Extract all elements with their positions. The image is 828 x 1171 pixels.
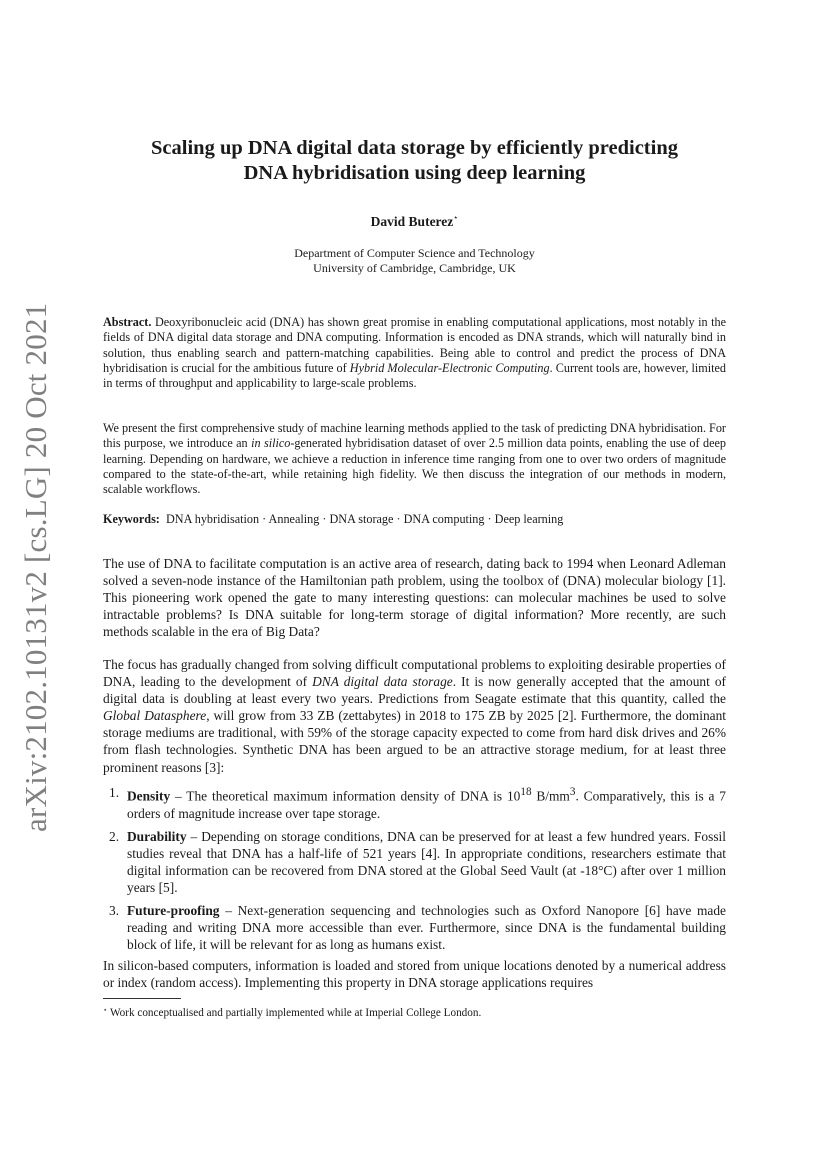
arxiv-identifier: arXiv:2102.10131v2 [cs.LG] 20 Oct 2021 (18, 302, 53, 832)
list-text: – The theoretical maximum information density of DNA is 10 (170, 788, 521, 804)
list-term: Density (127, 788, 171, 804)
footnote-rule (103, 998, 181, 999)
body-paragraph-2 (103, 656, 726, 776)
body-paragraph-1: The use of DNA to facilitate computation is an active area of research, dating back to 1994 when Leonard Adleman solved a seven-node instance of the Hamiltonian path problem, using the toolbox of (DNA) molecular biology [1]. This pioneering work opened the gate to many interesting questions: can molecular machines be used to solve intractable problems? Is DNA suitable for long-term storage of digital information? More recently, are such methods scalable in the era of Big Data? (103, 556, 726, 640)
reasons-list (103, 784, 726, 953)
abstract-paragraph-1 (103, 315, 726, 391)
abstract-paragraph-2 (103, 421, 726, 497)
body-text: The focus has gradually changed from solving difficult computational problems to exploiting desirable properties of DNA, leading to the development of (103, 657, 726, 690)
keywords-text: DNA hybridisation · Annealing · DNA storage · DNA computing · Deep learning (165, 512, 564, 526)
list-item (103, 784, 726, 822)
list-number: 1. (109, 785, 120, 800)
abstract-text: . Current tools are, however, limited in terms of throughput and applicability to large-scale problems. (103, 360, 727, 391)
body-emphasis: DNA digital data storage (312, 674, 453, 690)
abstract-text: We present the first comprehensive study of machine learning methods applied to the task of predicting DNA hybridisation. For this purpose, we introduce an (103, 421, 726, 451)
footnote-text: Work conceptualised and partially implemented while at Imperial College London. (107, 1007, 482, 1019)
keywords (103, 512, 726, 527)
abstract-text: -generated hybridisation dataset of over 2.5 million data points, enabling the use of deep learning. Depending on hardware, we achieve a reduction in inference time ranging from one to over two orders of magnitude compared to the state-of-the-art, while retaining high fidelity. We then discuss the integration of our methods in modern, scalable workflows. (103, 436, 727, 497)
list-number: 2. (109, 828, 120, 844)
paper-title (103, 136, 726, 186)
abstract-text: Deoxyribonucleic acid (DNA) has shown great promise in enabling computational applications, most notably in the fields of DNA digital data storage and DNA computing. Information is encoded as DNA strands, which will naturally bind in solution, thus enabling search and pattern-matching capabilities. Being able to control and predict the process of DNA hybridisation is crucial for the ambitious future of (103, 315, 727, 375)
exponent: 18 (520, 786, 532, 798)
title-line-2: DNA hybridisation using deep learning (243, 162, 586, 184)
footnote-mark: ⋆ (103, 1006, 108, 1014)
list-text: B/mm (531, 788, 570, 804)
author-name: David Buterez (370, 214, 454, 229)
list-item (103, 828, 726, 896)
affiliation (103, 246, 726, 276)
abstract-emphasis: in silico (251, 436, 291, 451)
list-text: – Next-generation sequencing and technologies such as Oxford Nanopore [6] have made reading and writing DNA more accessible than ever. Furthermore, since DNA is the fundamental building block of life, it will be relevant for as long as humans exist. (127, 903, 726, 953)
affiliation-line-2: University of Cambridge, Cambridge, UK (313, 261, 516, 275)
list-text: . Comparatively, this is a 7 orders of magnitude increase over tape storage. (127, 788, 726, 821)
abstract-label: Abstract. (103, 315, 152, 329)
list-item (103, 902, 726, 953)
author (103, 213, 726, 230)
title-line-1: Scaling up DNA digital data storage by efficiently predicting (151, 137, 678, 159)
body-emphasis: Global Datasphere (103, 708, 207, 724)
exponent: 3 (569, 786, 576, 798)
list-number: 3. (109, 903, 120, 919)
body-text: . It is now generally accepted that the amount of digital data is doubling at least every two years. Predictions from Seagate estimate that this quantity, called the (103, 674, 726, 707)
list-text: – Depending on storage conditions, DNA can be preserved for at least a few hundred years. Fossil studies reveal that DNA has a half-life of 521 years [4]. In appropriate conditions, researchers estimate that digital information can be recovered from DNA stored at the Global Seed Vault (at -18°C) after over 1 million years [5]. (127, 828, 726, 895)
keywords-label: Keywords: (103, 512, 160, 526)
abstract-emphasis: Hybrid Molecular-Electronic Computing (349, 360, 550, 375)
author-footnote-mark: ⋆ (453, 213, 459, 222)
footnote (103, 1003, 726, 1020)
body-text: , will grow from 33 ZB (zettabytes) in 2018 to 175 ZB by 2025 [2]. Furthermore, the dominant storage mediums are traditional, with 59% of the storage capacity expected to come from hard disk drives and 26% from flash technologies. Synthetic DNA has been argued to be an attractive storage medium, for at least three prominent reasons [3]: (103, 708, 726, 775)
affiliation-line-1: Department of Computer Science and Technology (294, 246, 535, 260)
list-term: Future-proofing (127, 903, 220, 919)
body-paragraph-3: In silicon-based computers, information is loaded and stored from unique locations denoted by a numerical address or index (random access). Implementing this property in DNA storage applications requires (103, 958, 726, 991)
list-term: Durability (127, 828, 187, 844)
